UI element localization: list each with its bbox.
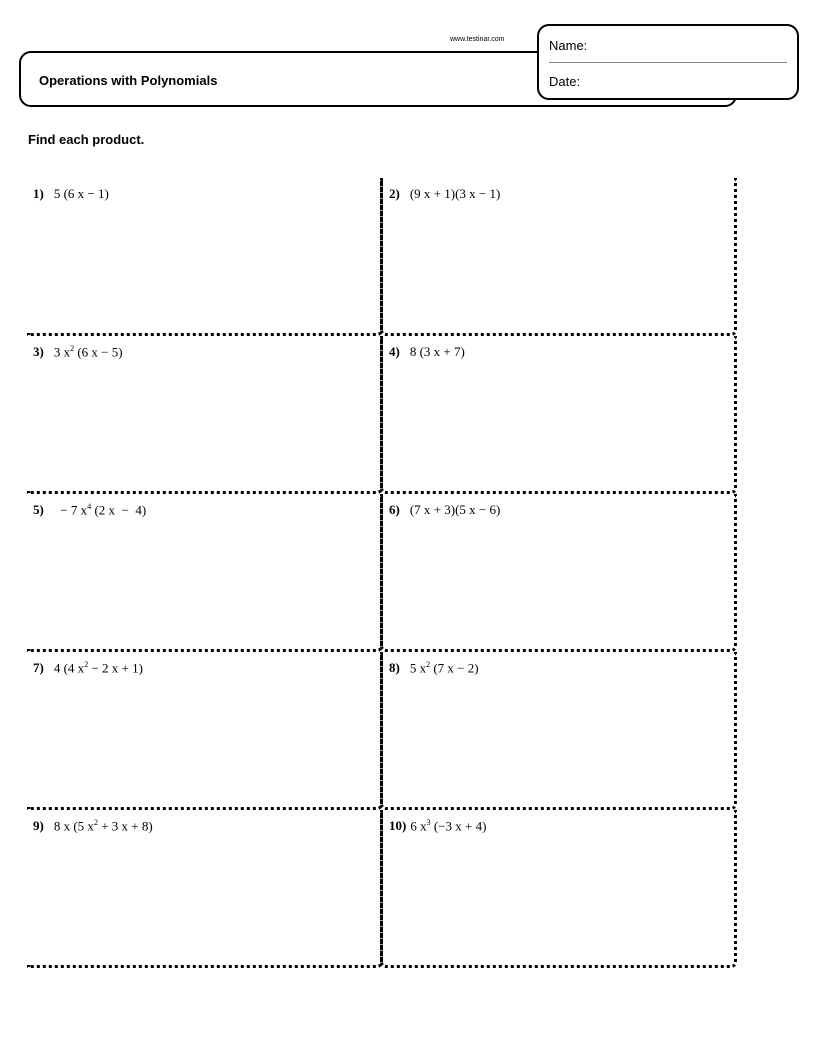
problem-cell-3[interactable] bbox=[27, 336, 383, 494]
worksheet-title: Operations with Polynomials bbox=[39, 73, 218, 88]
problem-1: 1) 5 (6 x − 1) bbox=[33, 186, 109, 201]
problem-7: 7) 4 (4 $x^2 - 2$ x + 1) bbox=[33, 660, 143, 676]
problem-cell-6[interactable] bbox=[380, 494, 737, 652]
problem-6: 6) (7 x + 3)(5 x − 6) bbox=[389, 502, 501, 517]
problem-2: 2) (9 x + 1)(3 x − 1) bbox=[389, 186, 501, 201]
problem-cell-4[interactable] bbox=[380, 336, 737, 494]
problem-cell-9[interactable] bbox=[27, 810, 383, 968]
problem-4: 4) 8 (3 x + 7) bbox=[389, 344, 465, 359]
website-url: www.testinar.com bbox=[450, 36, 505, 43]
problem-10: 10) 6 $x^3$ (−3 x + 4) bbox=[389, 818, 487, 834]
problem-cell-1[interactable] bbox=[27, 178, 383, 336]
instructions: Find each product. bbox=[28, 132, 145, 147]
date-label: Date: bbox=[549, 74, 581, 89]
problem-5: 5) − 7 $x^4$ (2 x − 4) bbox=[33, 502, 147, 518]
problem-cell-2[interactable] bbox=[380, 178, 737, 336]
problem-cell-8[interactable] bbox=[380, 652, 737, 810]
name-field-line[interactable] bbox=[549, 62, 787, 63]
problem-3: 3) 3 $x^2$ (6 x − 5) bbox=[33, 344, 123, 360]
problem-cell-7[interactable] bbox=[27, 652, 383, 810]
problem-cell-10[interactable] bbox=[380, 810, 737, 968]
name-label: Name: bbox=[549, 38, 588, 53]
problem-cell-5[interactable] bbox=[27, 494, 383, 652]
problem-9: 9) 8 x (5 $x^2 + 3$ x + 8) bbox=[33, 818, 153, 834]
problem-8: 8) 5 $x^2$ (7 x − 2) bbox=[389, 660, 479, 676]
name-date-box bbox=[537, 24, 799, 100]
